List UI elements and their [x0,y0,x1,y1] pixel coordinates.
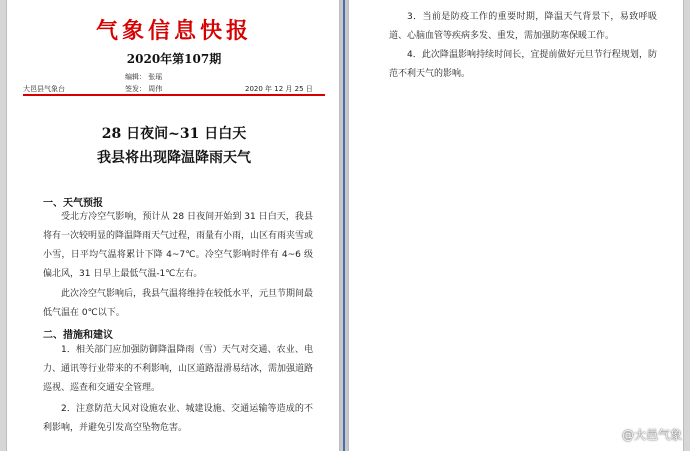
watermark-text: @大邑气象 [621,428,682,442]
editor-line [125,72,162,82]
red-divider [23,94,325,96]
paragraph-followup: 此次冷空气影响后，我县气温将维持在较低水平，元旦节期间最低气温在 0℃以下。 [43,289,314,318]
organization: 大邑县气象台 [23,85,65,93]
headline-line-1: 28 日夜间~31 日白天 [101,126,247,142]
editor-name: 张瑶 [148,73,163,81]
reviewer-line [125,84,162,94]
section-heading-forecast: 一、天气预报 [43,198,103,209]
paragraph-forecast: 受北方冷空气影响，预计从 28 日夜间开始到 31 日白天，我县将有一次较明显的降温降雨天气过程，雨量有小雨，山区有雨夹雪或小雪，日平均气温将累计下降 4~7℃。冷空气影响时伴有 4~6 级偏北风，31 日早上最低气温-1℃左右。 [43,212,314,279]
weibo-watermark [603,426,682,443]
page-divider-line [343,0,345,451]
weibo-icon [603,428,619,442]
bulletin-title: 气象信息快报 [95,19,252,44]
paragraph-measure-1: 1．相关部门应加强防御降温降雨（雪）天气对交通、农业、电力、通讯等行业带来的不利影响，山区道路湿滑易结冰，需加强道路巡视、巡查和交通安全管理。 [43,345,314,393]
document-page-right [348,0,684,451]
reviewer-name: 周伟 [148,85,163,93]
section-heading-measures: 二、措施和建议 [43,330,113,341]
paragraph-measure-2: 2．注意防范大风对设施农业、城建设施、交通运输等造成的不利影响，并避免引发高空坠物危害。 [43,404,313,433]
issue-number: 2020年第107期 [126,52,222,66]
paragraph-measure-4: 4．此次降温影响持续时间长，宜提前做好元旦节行程规划，防范不利天气的影响。 [389,50,657,79]
issue-date: 2020 年 12 月 25 日 [245,85,313,93]
reviewer-label: 签发： [125,85,146,93]
editor-label: 编辑： [125,73,146,81]
headline-line-2: 我县将出现降温降雨天气 [97,150,251,166]
document-page-left [6,0,340,451]
paragraph-measure-3: 3．当前是防疫工作的重要时期，降温天气背景下，易致呼吸道、心脑血管等疾病多发、重发，需加强防寒保暖工作。 [389,12,657,41]
